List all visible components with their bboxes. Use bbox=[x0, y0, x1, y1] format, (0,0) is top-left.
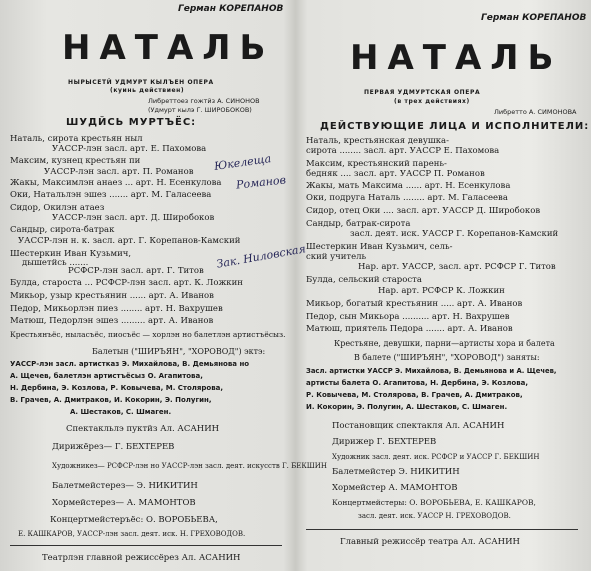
cast-row: Сидор, Окилэн атаез bbox=[10, 203, 105, 213]
ballet-line: Р. Ковычева, М. Столярова, В. Грачев, А. Дмитраков, bbox=[306, 391, 523, 399]
chormaster-credit: Хормейстер А. МАМОНТОВ bbox=[332, 483, 458, 493]
cast-row: Максим, кузнец крестьян пи bbox=[10, 156, 141, 166]
ballet-master-credit: Балетмейстер Э. НИКИТИН bbox=[332, 467, 460, 477]
conductor-credit: Дирижер Г. БЕХТЕРЕВ bbox=[332, 437, 437, 447]
concertmaster-line1: Концертмейстеръёс: О. ВОРОБЬЕВА, bbox=[50, 515, 218, 525]
ballet-line: Засл. артистки УАССР Э. Михайлова, В. Демьянова и А. Щечев, bbox=[306, 367, 557, 375]
cast-row: ский учитель bbox=[306, 252, 367, 262]
concertmaster-line2: Е. КАШКАРОВ, УАССР-лэн засл. деят. иск. Н. ГРЕХОВОДОВ. bbox=[18, 530, 246, 538]
cast-row: УАССР-лэн засл. арт. П. Романов bbox=[44, 167, 194, 177]
footer-credit: Главный режиссёр театра Ал. АСАНИН bbox=[340, 537, 520, 547]
artist-credit: Художникез— РСФСР-лэн но УАССР-лэн засл. деят. искусств Г. БЕКШИН bbox=[52, 462, 327, 470]
opera-subtitle: НЫРЫСЕТЙ УДМУРТ КЫЛЪЕН ОПЕРА bbox=[68, 79, 214, 86]
handwritten-note: Юкелеща bbox=[213, 152, 272, 173]
cast-row: Булда, староста ... РСФСР-лэн засл. арт. К. Ложкин bbox=[10, 278, 243, 288]
ballet-line: Н. Дербина, Э. Козлова, Р. Ковычева, М. Столярова, bbox=[10, 384, 224, 392]
conductor-credit: Дирижёрез— Г. БЕХТЕРЕВ bbox=[52, 442, 175, 452]
footer-credit: Театрлэн главной режиссёрез Ал. АСАНИН bbox=[42, 553, 241, 563]
cast-row: дышетйсь ....... bbox=[22, 258, 89, 268]
cast-row: Наталь, сирота крестьян ныл bbox=[10, 134, 143, 144]
staging-credit: Постановщик спектакля Ал. АСАНИН bbox=[332, 421, 505, 431]
ballet-line: А. Щечев, балетлэн артистъёсыз О. Агапитова, bbox=[10, 372, 203, 380]
cast-row: Оки, Натальлэн эшез ....... арт. М. Галасеева bbox=[10, 190, 212, 200]
opera-title: НАТАЛЬ bbox=[350, 38, 563, 78]
russian-programme bbox=[298, 0, 591, 571]
footer-rule bbox=[10, 545, 282, 546]
cast-row: УАССР-лэн засл. арт. Д. Широбоков bbox=[52, 213, 215, 223]
artist-credit: Художник засл. деят. иск. РСФСР и УАССР Г. БЕКШИН bbox=[332, 453, 540, 461]
opera-subtitle: ПЕРВАЯ УДМУРТСКАЯ ОПЕРА bbox=[364, 89, 481, 96]
opera-title: НАТАЛЬ bbox=[62, 28, 275, 68]
chorus-line: Крестьянъёс, ныласъёс, пиосъёс — хорлэн но балетлэн артистъёсыз. bbox=[10, 330, 286, 339]
cast-heading: ШУДЙСЬ МУРТЪЁС: bbox=[66, 117, 197, 128]
ballet-master-credit: Балетмейстерез— Э. НИКИТИН bbox=[52, 481, 198, 491]
cast-row: УАССР-лэн засл. арт. Е. Пахомова bbox=[52, 144, 207, 154]
libretto-line: Либретто А. СИМОНОВА bbox=[494, 108, 577, 116]
libretto-line1: Либреттоез гожтйз А. СИНОНОВ bbox=[148, 97, 260, 105]
cast-row: РСФСР-лэн засл. арт. Г. Титов bbox=[68, 266, 204, 276]
cast-row: Педор, Микьорлэн пиез ........ арт. Н. Вахрушев bbox=[10, 304, 223, 314]
cast-row: Шестеркин Иван Кузьмич, bbox=[10, 249, 132, 259]
cast-row: Жакы, мать Максима ...... арт. Н. Есенкулова bbox=[306, 181, 511, 191]
author: Герман КОРЕПАНОВ bbox=[481, 13, 587, 23]
cast-row: Матюш, приятель Педора ....... арт. А. Иванов bbox=[306, 324, 513, 334]
cast-row: Нар. арт. РСФСР К. Ложкин bbox=[378, 286, 505, 296]
opera-acts: (в трех действиях) bbox=[394, 98, 470, 105]
cast-row: Сидор, отец Оки .... засл. арт. УАССР Д. Широбоков bbox=[306, 206, 541, 216]
cast-row: Сандыр, батрак-сирота bbox=[306, 219, 411, 229]
ballet-line: В. Грачев, А. Дмитраков, И. Кокорин, Э. Полугин, bbox=[10, 396, 212, 404]
cast-row: Микьор, богатый крестьянин ..... арт. А. Иванов bbox=[306, 299, 523, 309]
ballet-line: А. Шестаков, С. Шмаген. bbox=[70, 408, 172, 416]
concertmaster-line2: засл. деят. иск. УАССР Н. ГРЕХОВОДОВ. bbox=[358, 512, 511, 520]
cast-row: бедняк .... засл. арт. УАССР П. Романов bbox=[306, 169, 485, 179]
cast-row: Сандыр, сирота-батрак bbox=[10, 225, 115, 235]
author: Герман КОРЕПАНОВ bbox=[178, 4, 284, 14]
footer-rule bbox=[306, 529, 578, 530]
cast-row: УАССР-лэн н. к. засл. арт. Г. Корепанов-Камский bbox=[18, 236, 241, 246]
cast-row: сирота ........ засл. арт. УАССР Е. Пахомова bbox=[306, 146, 500, 156]
cast-row: Нар. арт. УАССР, засл. арт. РСФСР Г. Титов bbox=[358, 262, 556, 272]
chorus-line: Крестьяне, девушки, парни—артисты хора и балета bbox=[334, 339, 555, 348]
ballet-line: УАССР-лэн засл. артистказ Э. Михайлова, В. Демьянова но bbox=[10, 360, 250, 368]
cast-row: Наталь, крестьянская девушка- bbox=[306, 136, 449, 146]
cast-row: Шестеркин Иван Кузьмич, сель- bbox=[306, 242, 453, 252]
cast-row: Педор, сын Микьора .......... арт. Н. Вахрушев bbox=[306, 312, 510, 322]
cast-row: Матюш, Педорлэн эшез ......... арт. А. Иванов bbox=[10, 316, 214, 326]
cast-row: засл. деят. иск. УАССР Г. Корепанов-Камский bbox=[350, 229, 559, 239]
ballet-line: И. Кокорин, Э. Полугин, А. Шестаков, С. Шмаген. bbox=[306, 403, 508, 411]
ballet-line: артисты балета О. Агапитова, Н. Дербина, Э. Козлова, bbox=[306, 379, 529, 387]
cast-heading: ДЕЙСТВУЮЩИЕ ЛИЦА И ИСПОЛНИТЕЛИ: bbox=[320, 121, 590, 132]
concertmaster-line1: Концертмейстеры: О. ВОРОБЬЕВА, Е. КАШКАРОВ, bbox=[332, 498, 536, 507]
cast-row: Максим, крестьянский парень- bbox=[306, 159, 447, 169]
cast-row: Оки, подруга Наталь ........ арт. М. Галасеева bbox=[306, 193, 508, 203]
opera-acts: (куинь действиен) bbox=[110, 87, 185, 94]
chormaster-credit: Хормейстерез— А. МАМОНТОВ bbox=[52, 498, 196, 508]
ballet-heading: В балете ("ШИРЪЯН", "ХОРОВОД") заняты: bbox=[354, 353, 540, 362]
handwritten-note: Зак. Ниловская bbox=[215, 242, 307, 271]
cast-row: Жакы, Максимлэн анаез ... арт. Н. Есенкулова bbox=[10, 178, 222, 188]
ballet-heading: Балетын ("ШИРЪЯН", "ХОРОВОД") эктэ: bbox=[92, 347, 266, 356]
libretto-line2: (Удмурт кылэ Г. ШИРОБОКОВ) bbox=[148, 106, 252, 114]
handwritten-note: Романов bbox=[235, 173, 287, 192]
staging-credit: Спектакльлэ пуктйз Ал. АСАНИН bbox=[66, 424, 220, 434]
cast-row: Микьор, узыр крестьянин ...... арт. А. Иванов bbox=[10, 291, 214, 301]
cast-row: Булда, сельский староста bbox=[306, 275, 422, 285]
